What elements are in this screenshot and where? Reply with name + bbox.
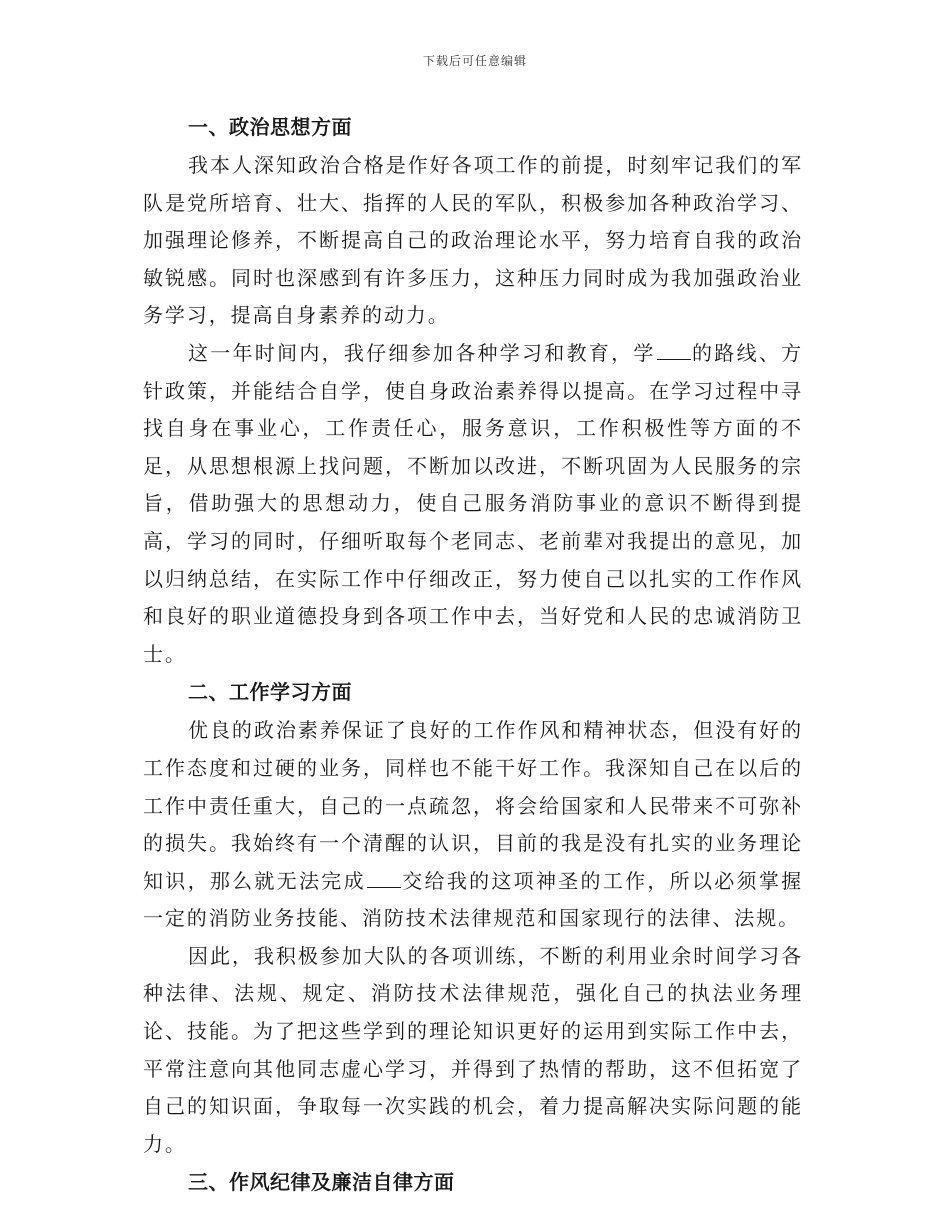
paragraph bbox=[143, 938, 803, 1164]
section-heading-discipline: 三、作风纪律及廉洁自律方面 bbox=[188, 1170, 455, 1195]
paragraph-text: 优良的政治素养保证了良好的工作作风和精神状态，但没有好的工作态度和过硬的业务，同样也不能干好工作。我深知自己在以后的工作中责任重大，自己的一点疏忽，将会给国家和人民带来不可弥补的损失。我始终有一个清醒的认识，目前的我是没有扎实的业务理论知识，那么就无法完成 bbox=[143, 718, 803, 893]
paragraph-text: 的路线、方针政策，并能结合自学，使自身政治素养得以提高。在学习过程中寻找自身在事业心，工作责任心，服务意识，工作积极性等方面的不足，从思想根源上找问题，不断加以改进，不断巩固为人民服务的宗旨，借助强大的思想动力，使自己服务消防事业的意识不断得到提高，学习的同时，仔细听取每个老同志、老前辈对我提出的意见，加以归纳总结，在实际工作中仔细改正，努力使自己以扎实的工作作风和良好的职业道德投身到各项工作中去，当好党和人民的忠诚消防卫士。 bbox=[143, 340, 804, 666]
paragraph bbox=[143, 147, 803, 335]
section-heading-political: 一、政治思想方面 bbox=[188, 115, 352, 139]
blank-underline bbox=[657, 342, 691, 360]
paragraph bbox=[143, 335, 803, 673]
document-body bbox=[143, 108, 803, 1202]
blank-underline bbox=[367, 870, 401, 888]
paragraph-text: 因此，我积极参加大队的各项训练，不断的利用业余时间学习各种法律、法规、规定、消防技术法律规范，强化自己的执法业务理论、技能。为了把这些学到的理论知识更好的运用到实际工作中去，平常注意向其他同志虚心学习，并得到了热情的帮助，这不但拓宽了自己的知识面，争取每一次实践的机会，着力提高解决实际问题的能力。 bbox=[143, 943, 803, 1156]
paragraph-text: 这一年时间内，我仔细参加各种学习和教育，学 bbox=[188, 340, 656, 365]
paragraph bbox=[143, 712, 803, 938]
page-header: 下载后可任意编辑 bbox=[422, 54, 527, 68]
section-heading-work-study: 二、工作学习方面 bbox=[188, 680, 352, 705]
paragraph-text: 我本人深知政治合格是作好各项工作的前提，时刻牢记我们的军队是党所培育、壮大、指挥的人民的军队，积极参加各种政治学习、加强理论修养，不断提高自己的政治理论水平，努力培育自我的政治敏锐感。同时也深感到有许多压力，这种压力同时成为我加强政治业务学习，提高自身素养的动力。 bbox=[143, 153, 803, 328]
paragraph-text: 交给我的这项神圣的工作，所以必须掌握一定的消防业务技能、消防技术法律规范和国家现行的法律、法规。 bbox=[143, 868, 803, 931]
